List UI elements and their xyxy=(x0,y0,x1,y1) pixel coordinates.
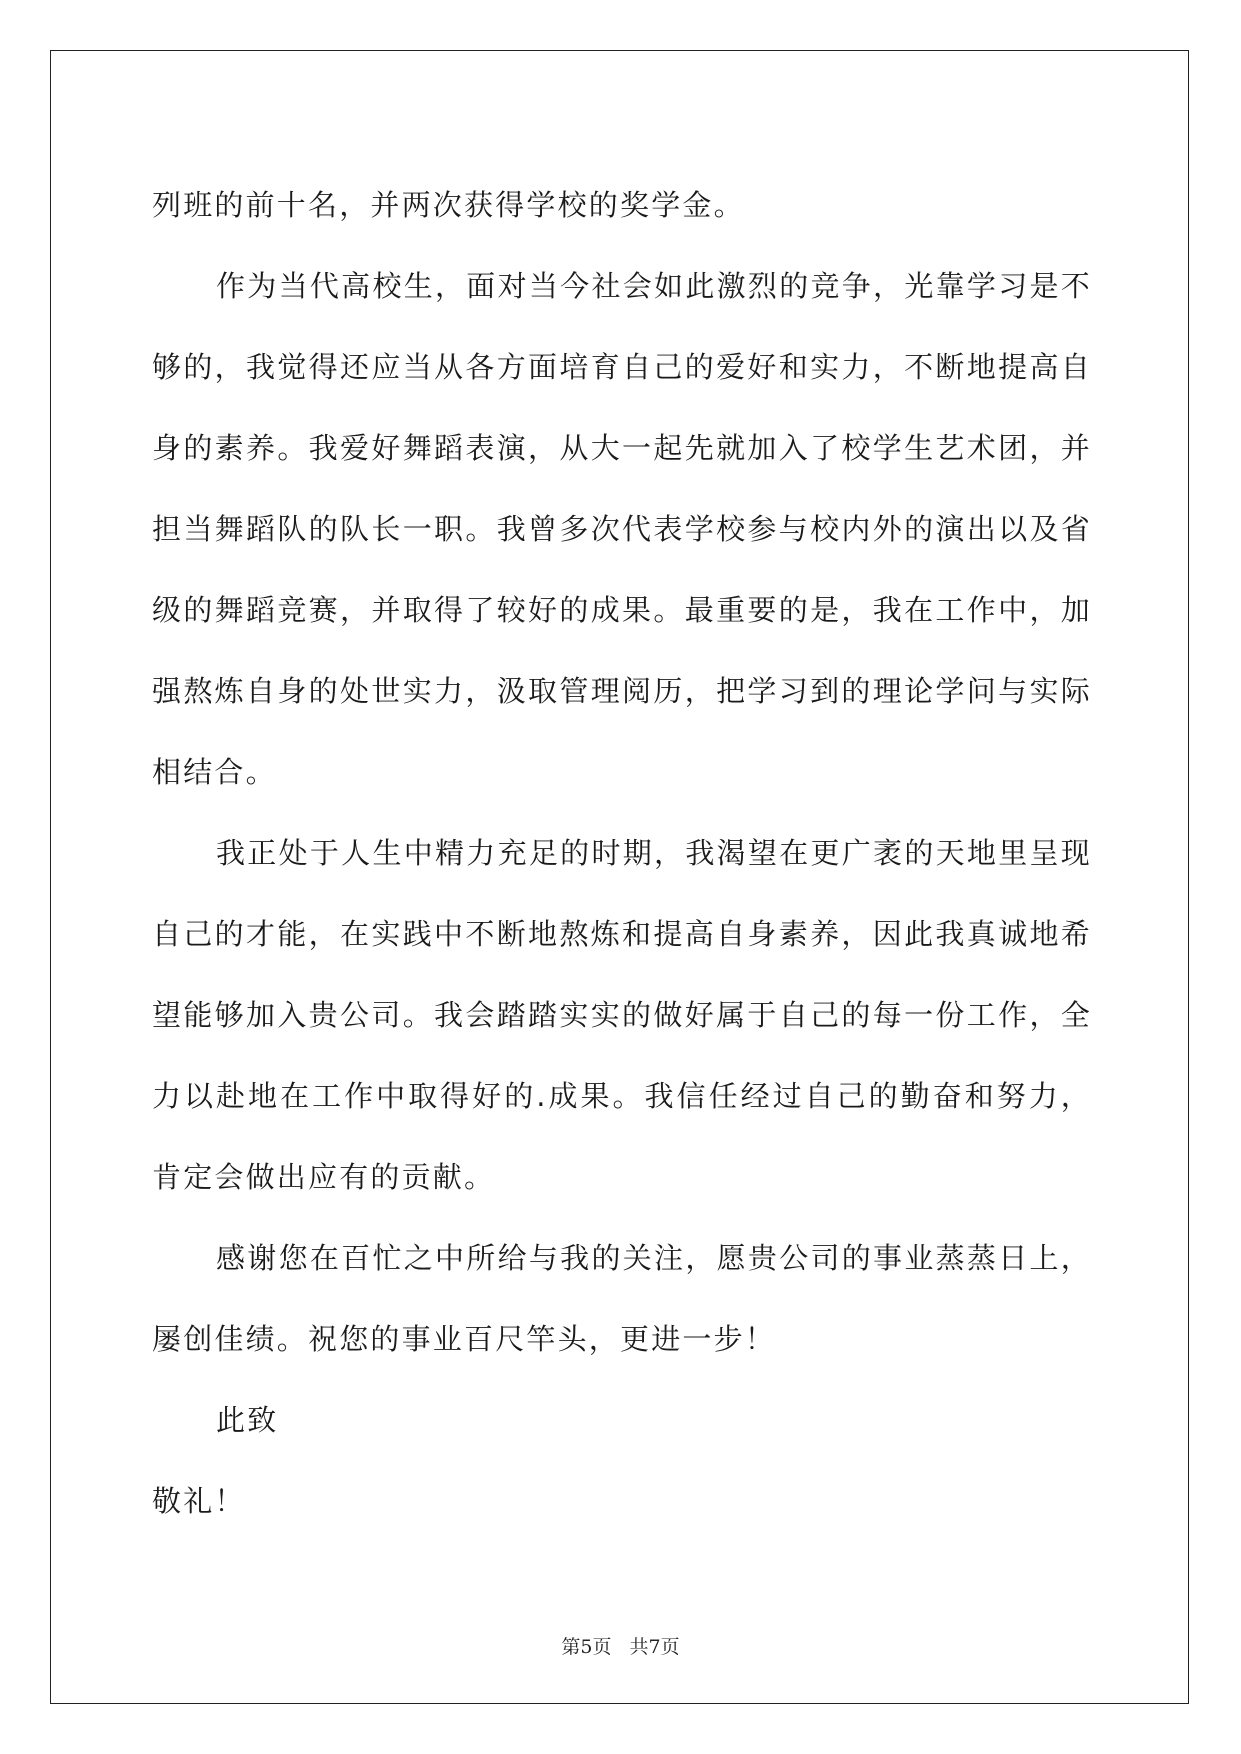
page-total: 共7页 xyxy=(629,1636,680,1658)
letter-body xyxy=(152,165,1092,1542)
page-footer xyxy=(0,1632,1241,1659)
paragraph-motivation: 我正处于人生中精力充足的时期，我渴望在更广袤的天地里呈现自己的才能，在实践中不断地熬炼和提高自身素养，因此我真诚地希望能够加入贵公司。我会踏踏实实的做好属于自己的每一份工作，全力以赴地在工作中取得好的.成果。我信任经过自己的勤奋和努力，肯定会做出应有的贡献。 xyxy=(152,836,1092,1194)
paragraph-continuation: 列班的前十名，并两次获得学校的奖学金。 xyxy=(152,188,745,222)
closing-salutation: 此致 xyxy=(216,1403,279,1437)
closing-regards: 敬礼！ xyxy=(152,1484,246,1518)
page-number: 第5页 xyxy=(561,1636,612,1658)
paragraph-skills: 作为当代高校生，面对当今社会如此激烈的竞争，光靠学习是不够的，我觉得还应当从各方面培育自己的爱好和实力，不断地提高自身的素养。我爱好舞蹈表演，从大一起先就加入了校学生艺术团，并担当舞蹈队的队长一职。我曾多次代表学校参与校内外的演出以及省级的舞蹈竞赛，并取得了较好的成果。最重要的是，我在工作中，加强熬炼自身的处世实力，汲取管理阅历，把学习到的理论学问与实际相结合。 xyxy=(152,269,1092,789)
paragraph-thanks: 感谢您在百忙之中所给与我的关注，愿贵公司的事业蒸蒸日上，屡创佳绩。祝您的事业百尺竿头，更进一步！ xyxy=(152,1241,1092,1356)
